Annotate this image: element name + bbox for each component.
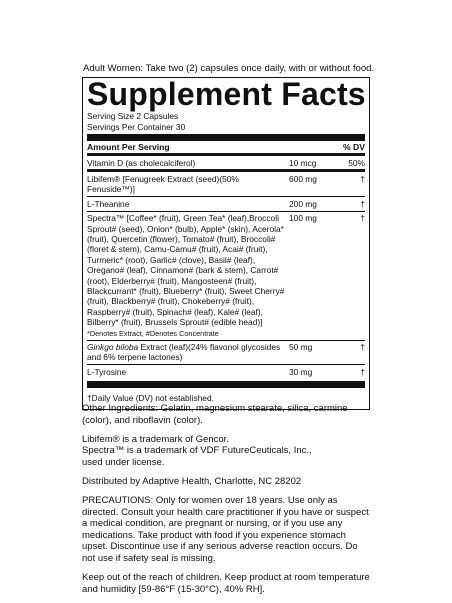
ingredient-dv: †	[360, 342, 365, 352]
ingredient-name: Libifem® [Fenugreek Extract (seed)(50% Fenuside™)]	[87, 173, 239, 195]
ingredient-dv: †	[360, 173, 365, 184]
ingredient-amount: 100 mg	[289, 213, 317, 224]
trademark-spectra: Spectra™ is a trademark of VDF FutureCeuticals, Inc.,	[82, 445, 312, 457]
ingredient-dv: †	[360, 198, 365, 209]
serving-size: Serving Size 2 Capsules	[87, 111, 179, 121]
panel-title: Supplement Facts	[87, 76, 366, 112]
label-notes	[82, 403, 372, 603]
ingredient-amount: 50 mg	[289, 342, 313, 352]
amount-per-serving-header: Amount Per Serving	[87, 142, 170, 152]
ingredient-name: Vitamin D (as cholecalciferol)	[87, 157, 196, 168]
supplement-facts-panel	[82, 77, 370, 410]
ingredient-amount: 200 mg	[289, 198, 317, 209]
precautions: PRECAUTIONS: Only for women over 18 years. Use only as directed. Consult your health care practitioner if you have or suspect a medical condition, are pregnant or nursing, or if you use any medications. Take product with food if you experience stomach upset. Discontinue use if any serious adverse reaction occurs. Do not use if safety seal is missing.	[82, 495, 369, 565]
ginkgo-description: Extract (leaf)(24% flavonol glycosides and 6% terpene lactones)	[87, 342, 281, 363]
spectra-blend-text: Spectra™ [Coffee* (fruit), Green Tea* (leaf),Broccoli Sprout# (seed), Onion* (bulb), Apple* (skin), Acerola* (fruit), Quercetin (flower), Tomato# (fruit), Broccoli# (floret & stem), Camu-Camu# (fruit), Acai# (fruit), Turmeric* (root), Garlic# (clove), Basil# (leaf), Oregano# (leaf), Cinnamon# (bark & stem), Carrot# (root), Elderberry# (fruit), Mangosteen# (fruit), Blackcurrant* (fruit), Blueberry* (fruit), Sweet Cherry# (fruit), Blackberry# (fruit), Chokeberry# (fruit), Raspberry# (fruit), Spinach# (leaf), Kale# (leaf), Bilberry* (fruit), Brussels Sprout# (edible head)]	[87, 213, 285, 328]
divider-thick	[87, 134, 365, 141]
distributor: Distributed by Adaptive Health, Charlotte, NC 28202	[82, 475, 302, 487]
ingredient-dv: †	[360, 213, 365, 224]
table-row	[87, 197, 365, 210]
directions-text: Adult Women: Take two (2) capsules once daily, with or without food.	[83, 63, 375, 74]
blend-footnote: *Denotes Extract, #Denotes Concentrate	[87, 328, 219, 338]
table-row	[87, 212, 365, 340]
trademark-libifem: Libifem® is a trademark of Gencor.	[82, 433, 229, 445]
ginkgo-latin-name: Ginkgo biloba	[87, 342, 139, 352]
other-ingredients: Other Ingredients: Gelatin, magnesium stearate, silica, carmine (color), and riboflavin (color).	[82, 403, 348, 426]
ingredient-name	[87, 213, 289, 338]
dv-header: % DV	[343, 142, 365, 152]
table-row	[87, 365, 365, 378]
ingredient-dv: †	[360, 366, 365, 377]
dv-footnote: †Daily Value (DV) not established.	[87, 392, 214, 403]
ingredient-amount: 10 mcg	[289, 157, 317, 168]
table-row	[87, 172, 365, 196]
table-row	[87, 341, 365, 365]
ingredient-name	[87, 342, 289, 363]
table-row	[87, 156, 365, 169]
ingredient-amount: 600 mg	[289, 173, 317, 184]
ingredient-name: L-Theanine	[87, 198, 130, 209]
license-note: used under license.	[82, 456, 165, 468]
table-header	[87, 141, 365, 153]
ingredient-dv: 50%	[348, 157, 365, 168]
servings-per-container: Servings Per Container 30	[87, 121, 186, 132]
divider-thick	[87, 381, 365, 388]
ingredient-amount: 30 mg	[289, 366, 313, 377]
storage-note: Keep out of the reach of children. Keep product at room temperature and humidity [59-86°F (15-30°C), 40% RH].	[82, 572, 370, 595]
ingredient-name: L-Tyrosine	[87, 366, 127, 377]
